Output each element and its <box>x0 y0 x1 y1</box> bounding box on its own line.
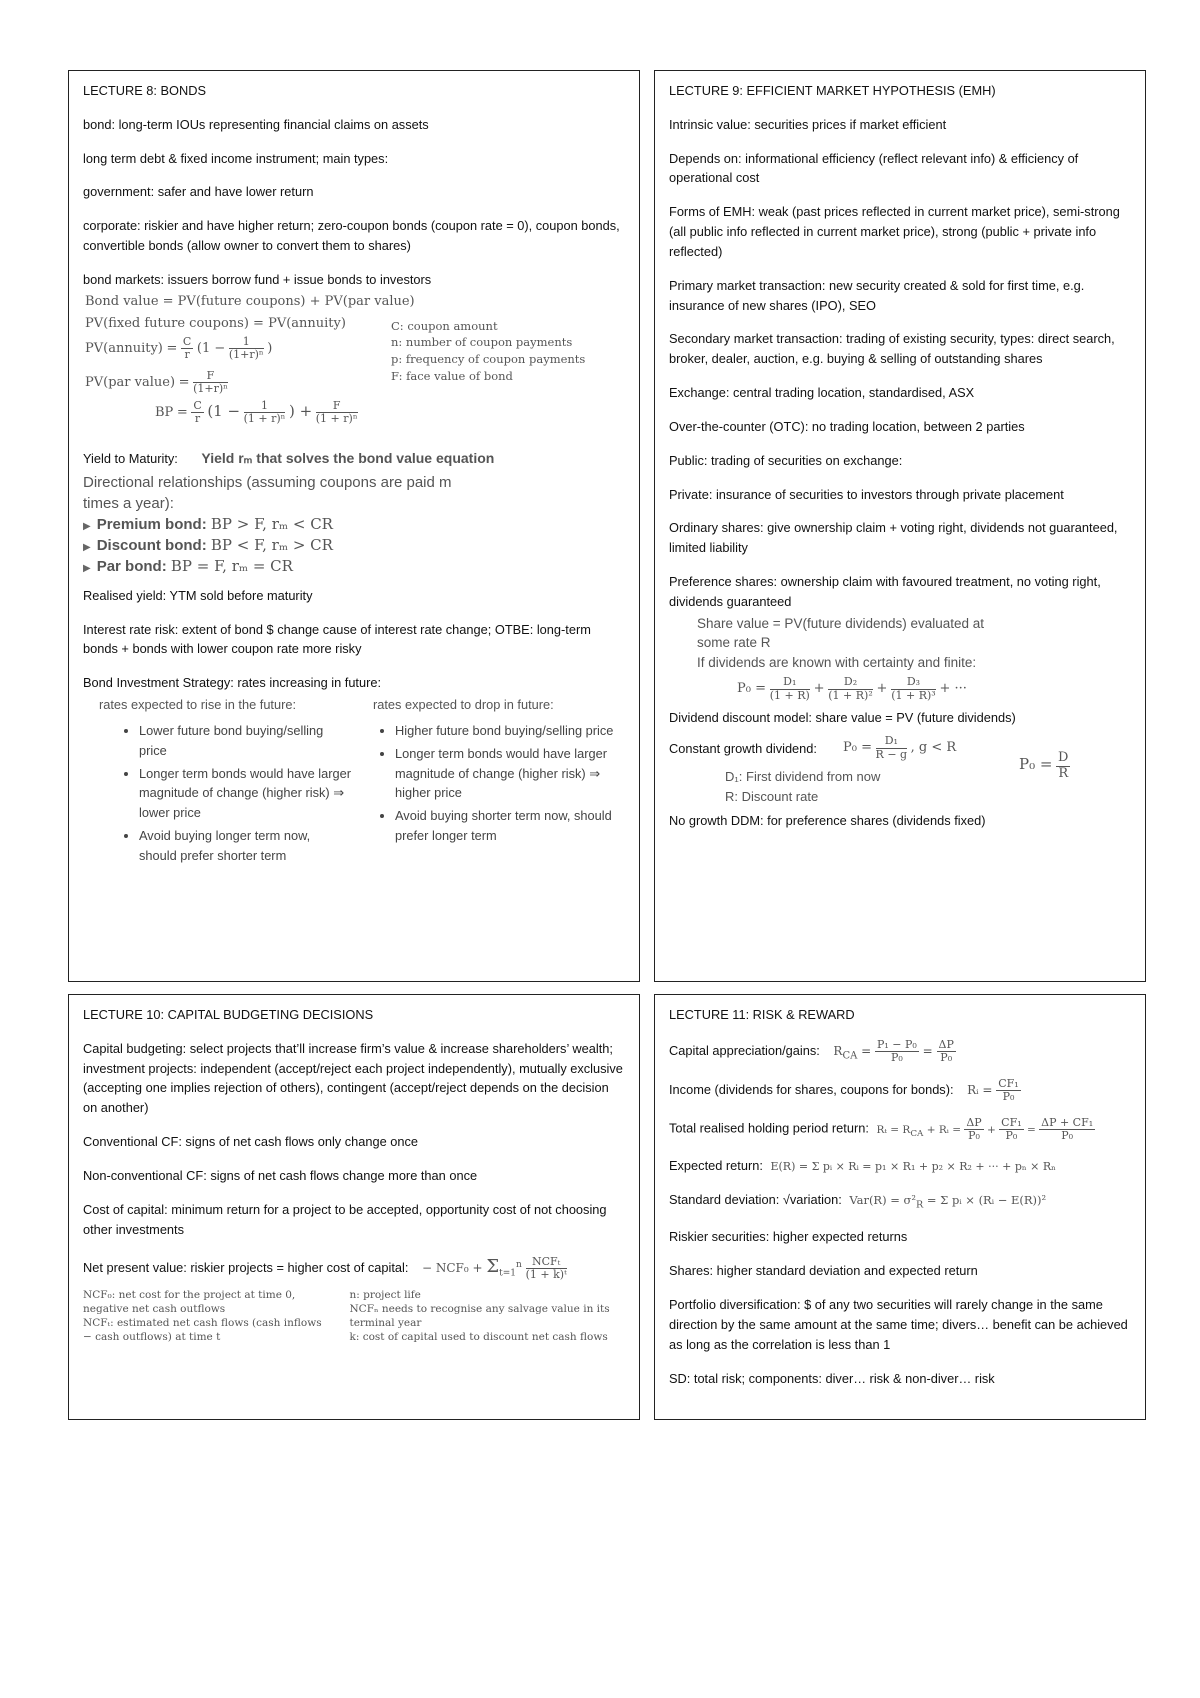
capital-gains-row <box>669 1039 1131 1064</box>
npv-row <box>83 1253 625 1281</box>
var-face-value: F: face value of bond <box>391 368 513 383</box>
ytm-definition: Yield rₘ that solves the bond value equation <box>201 449 495 466</box>
ordinary-shares: Ordinary shares: give ownership claim + voting right, dividends not guaranteed, limited liability <box>669 520 1118 556</box>
var-number: n: number of coupon payments <box>391 335 573 350</box>
var-r: R: Discount rate <box>725 788 819 804</box>
lecture-11-box <box>654 994 1146 1420</box>
standard-deviation-label: Standard deviation: √variation: <box>669 1192 842 1208</box>
rates-drop-column <box>373 695 625 869</box>
interest-rate-risk: Interest rate risk: extent of bond $ change cause of interest rate change; OTBE: long-term bonds + bonds with lower coupon rate more risky <box>83 621 591 657</box>
public-trading: Public: trading of securities on exchange: <box>669 452 903 468</box>
variance-formula: $Var(R) = \sigma^2_R = \Sigma$ pᵢ × (Rᵢ − E(R))² <box>849 1193 1047 1211</box>
private-placement: Private: insurance of securities to investors through private placement <box>669 486 1064 502</box>
income-label: Income (dividends for shares, coupons for bonds): <box>669 1082 954 1098</box>
premium-label: Premium bond: <box>96 515 207 533</box>
capital-budgeting: Capital budgeting: select projects that’ll increase firm’s value & increase shareholders’ wealth; investment projects: independent (accept/reject each project independently), mutually exclusive (accepting one implies rejection of others), contingent (accept/reject depends on the decision on another) <box>83 1040 623 1116</box>
dividend-discount-model: Dividend discount model: share value = PV (future dividends) <box>669 709 1016 725</box>
triangle-bullet-icon: ▶ <box>83 542 91 554</box>
pv-annuity-fraction: $\frac{C}{r}$ <box>182 334 192 361</box>
npv-label: Net present value: riskier projects = higher cost of capital: <box>83 1260 409 1276</box>
shares-risk: Shares: higher standard deviation and expected return <box>669 1263 978 1279</box>
var-coupon: C: coupon amount <box>391 318 498 333</box>
var-frequency: p: frequency of coupon payments <box>391 352 586 367</box>
strategy-columns <box>83 695 625 869</box>
var-d1: D₁: First dividend from now <box>725 769 881 785</box>
expected-return-label: Expected return: <box>669 1158 763 1174</box>
constant-growth-label: Constant growth dividend: <box>669 741 817 757</box>
bond-variables <box>391 318 585 385</box>
premium-bond-row <box>83 514 625 535</box>
var-k: k: cost of capital used to discount net cash flows <box>349 1331 608 1344</box>
drop-item: • Higher future bond buying/selling price <box>395 721 625 741</box>
rise-item: • Lower future bond buying/selling price <box>139 721 351 761</box>
lecture-10-box <box>68 994 640 1420</box>
share-value-line-1: Share value = PV(future dividends) evaluated at <box>697 615 985 631</box>
pv-annuity-equation: PV(annuity) = $\frac{C}{r}$ (1 − $\frac{1}{\text{(1+r)ⁿ}}$ ) <box>85 334 273 361</box>
ytm-label: Yield to Maturity: <box>83 450 178 466</box>
preference-shares: Preference shares: ownership claim with favoured treatment, no voting right, dividends guaranteed <box>669 574 1101 609</box>
directional-line-1: Directional relationships (assuming coupons are paid m <box>83 474 452 492</box>
npv-variables <box>83 1288 625 1345</box>
bond-price-symbol: BP <box>155 404 174 420</box>
var-n: n: project life <box>349 1288 421 1301</box>
capital-gains-formula: $R_{CA}$ = $\frac{\text{P₁ − P₀}}{\text{P₀}}$ = $\frac{\Delta P}{\text{P₀}}$ <box>833 1037 954 1064</box>
drop-item: • Avoid buying shorter term now, should prefer longer term <box>395 806 625 846</box>
share-value-series: P₀ = $\frac{\text{D₁}}{(1 + R)}$ + $\frac{\text{D₂}}{\text{(1 + R)²}}$ + $\frac{\text{D₃}}{\text{(1 + R)³}}$ + ··· <box>737 675 967 702</box>
exchange: Exchange: central trading location, standardised, ASX <box>669 385 975 401</box>
sd-total-risk: SD: total risk; components: diver… risk & non-diver… risk <box>669 1370 995 1386</box>
discount-equation: BP < F, rₘ > CR <box>210 536 333 555</box>
no-growth-ddm: No growth DDM: for preference shares (dividends fixed) <box>669 813 986 829</box>
constant-growth-block <box>669 735 1131 809</box>
var-ncfn: NCFₙ needs to recognise any salvage value in its terminal year <box>349 1302 610 1330</box>
lecture-8-title: LECTURE 8: BONDS <box>83 83 207 98</box>
constant-growth-formula: P₀ = $\frac{\text{D₁}}{R - g}$ , g < R <box>843 734 957 761</box>
ytm-row <box>83 448 625 470</box>
var-ncft: NCFₜ: estimated net cash flows (cash inflows − cash outflows) at time t <box>83 1317 322 1344</box>
pv-par-label: PV(par value) <box>85 374 176 390</box>
intrinsic-value: Intrinsic value: securities prices if market efficient <box>669 116 947 132</box>
pv-par-equation: PV(par value) = $\frac{F}{\text{(1+r)ⁿ}}$ <box>85 368 228 395</box>
rates-rise-column <box>83 695 351 869</box>
bond-types-intro: long term debt & fixed income instrument; main types: <box>83 150 389 166</box>
corporate-bonds: corporate: riskier and have higher return; zero-coupon bonds (coupon rate = 0), coupon bonds, convertible bonds (allow owner to convert them to shares) <box>83 218 620 254</box>
lecture-10-title: LECTURE 10: CAPITAL BUDGETING DECISIONS <box>83 1007 374 1022</box>
pv-par-fraction: $\frac{F}{\text{(1+r)ⁿ}}$ <box>193 368 228 395</box>
standard-deviation-row <box>669 1190 1131 1213</box>
conventional-cf: Conventional CF: signs of net cash flows only change once <box>83 1134 419 1150</box>
directional-line-2: times a year): <box>83 494 174 512</box>
share-value-line-2: some rate R <box>697 635 771 651</box>
discount-label: Discount bond: <box>96 537 207 555</box>
rise-item: • Longer term bonds would have larger magnitude of change (higher risk) ⇒ lower price <box>139 764 351 823</box>
portfolio-diversification: Portfolio diversification: $ of any two securities will rarely change in the same direction by the same amount at the same time; divers… benefit can be achieved as long as the correlation is less than 1 <box>669 1297 1128 1352</box>
bond-definition: bond: long-term IOUs representing financial claims on assets <box>83 116 429 132</box>
npv-formula: − $NCF_0 + \Sigma_{t=1}^n$ $\frac{\text{NCFₜ}}{\text{(1 + k)ᵗ}}$ <box>421 1255 567 1282</box>
total-return-row <box>669 1117 1131 1142</box>
share-value-line-3: If dividends are known with certainty and finite: <box>697 654 977 670</box>
bond-investment-strategy: Bond Investment Strategy: rates increasing in future: <box>83 675 382 691</box>
otc: Over-the-counter (OTC): no trading location, between 2 parties <box>669 418 1025 434</box>
bond-value-formulas <box>83 292 625 442</box>
bond-value-equation: Bond value = PV(future coupons) + PV(par value) <box>85 293 415 309</box>
directional-relationships <box>83 473 625 577</box>
expected-return-formula: E(R) = Σ pᵢ × Rᵢ = p₁ × R₁ + p₂ × R₂ + ··· + pₙ × Rₙ <box>770 1160 1056 1174</box>
non-conventional-cf: Non-conventional CF: signs of net cash flows change more than once <box>83 1167 478 1183</box>
par-bond-row <box>83 556 625 577</box>
triangle-bullet-icon: ▶ <box>83 563 91 575</box>
income-row <box>669 1078 1131 1103</box>
income-formula: Rᵢ = $\frac{\text{CF₁}}{\text{P₀}}$ <box>967 1077 1019 1104</box>
rise-item: • Avoid buying longer term now, should prefer shorter term <box>139 826 351 866</box>
primary-market: Primary market transaction: new security created & sold for first time, e.g. insurance of new shares (IPO), SEO <box>669 277 1085 313</box>
lecture-9-title: LECTURE 9: EFFICIENT MARKET HYPOTHESIS (EMH) <box>669 83 996 98</box>
expected-return-row <box>669 1156 1131 1176</box>
par-equation: BP = F, rₘ = CR <box>170 557 293 576</box>
rates-rise-heading: rates expected to rise in the future: <box>99 697 297 713</box>
total-return-formula: $R_t = R_{CA}$ + Rᵢ = $\frac{\Delta P}{\text{P₀}}$ + $\frac{\text{CF₁}}{\text{P₀}}$ = $\frac{\text{ΔP + CF₁}}{\text{P₀}}$ <box>876 1116 1094 1143</box>
growth-variables <box>725 767 880 806</box>
cost-of-capital: Cost of capital: minimum return for a project to be accepted, opportunity cost of not choosing other investments <box>83 1201 607 1237</box>
premium-equation: BP > F, rₘ < CR <box>210 514 333 533</box>
forms-of-emh: Forms of EMH: weak (past prices reflected in current market price), semi-strong (all public info reflected in current market price), strong (public + private info reflected) <box>669 204 1120 259</box>
pv-annuity-discount: $\frac{1}{\text{(1+r)ⁿ}}$ <box>228 334 264 361</box>
total-return-label: Total realised holding period return: <box>669 1120 869 1136</box>
bond-price-equation: BP = $\frac{C}{r}$ (1 − $\frac{1}{\text{(1 + r)ⁿ}}$ ) + $\frac{F}{\text{(1 + r)ⁿ}}$ <box>155 398 358 425</box>
var-ncf0: NCF₀: net cost for the project at time 0, negative net cash outflows <box>83 1288 296 1315</box>
npv-variables-right <box>349 1288 625 1345</box>
no-growth-formula: P₀ = $\frac{D}{R}$ <box>1019 750 1069 781</box>
secondary-market: Secondary market transaction: trading of existing security, types: direct search, broker, dealer, auction, e.g. buying & selling of outstanding shares <box>669 331 1115 367</box>
government-bonds: government: safer and have lower return <box>83 184 314 200</box>
par-label: Par bond: <box>96 558 167 576</box>
npv-variables-left <box>83 1288 333 1345</box>
drop-item: • Longer term bonds would have larger magnitude of change (higher risk) ⇒ higher price <box>395 744 625 803</box>
discount-bond-row <box>83 535 625 556</box>
bond-markets: bond markets: issuers borrow fund + issue bonds to investors <box>83 271 432 287</box>
rates-drop-heading: rates expected to drop in future: <box>373 697 554 713</box>
depends-on: Depends on: informational efficiency (reflect relevant info) & efficiency of operational cost <box>669 150 1079 186</box>
lecture-9-box <box>654 70 1146 982</box>
pv-annuity-label: PV(annuity) <box>85 340 163 356</box>
pv-coupons-equation: PV(fixed future coupons) = PV(annuity) <box>85 315 346 331</box>
lecture-11-title: LECTURE 11: RISK & REWARD <box>669 1007 855 1022</box>
share-value-block <box>669 614 1131 702</box>
riskier-securities: Riskier securities: higher expected returns <box>669 1229 908 1245</box>
capital-gains-label: Capital appreciation/gains: <box>669 1042 820 1058</box>
triangle-bullet-icon: ▶ <box>83 520 91 532</box>
lecture-8-box <box>68 70 640 982</box>
realised-yield: Realised yield: YTM sold before maturity <box>83 587 313 603</box>
